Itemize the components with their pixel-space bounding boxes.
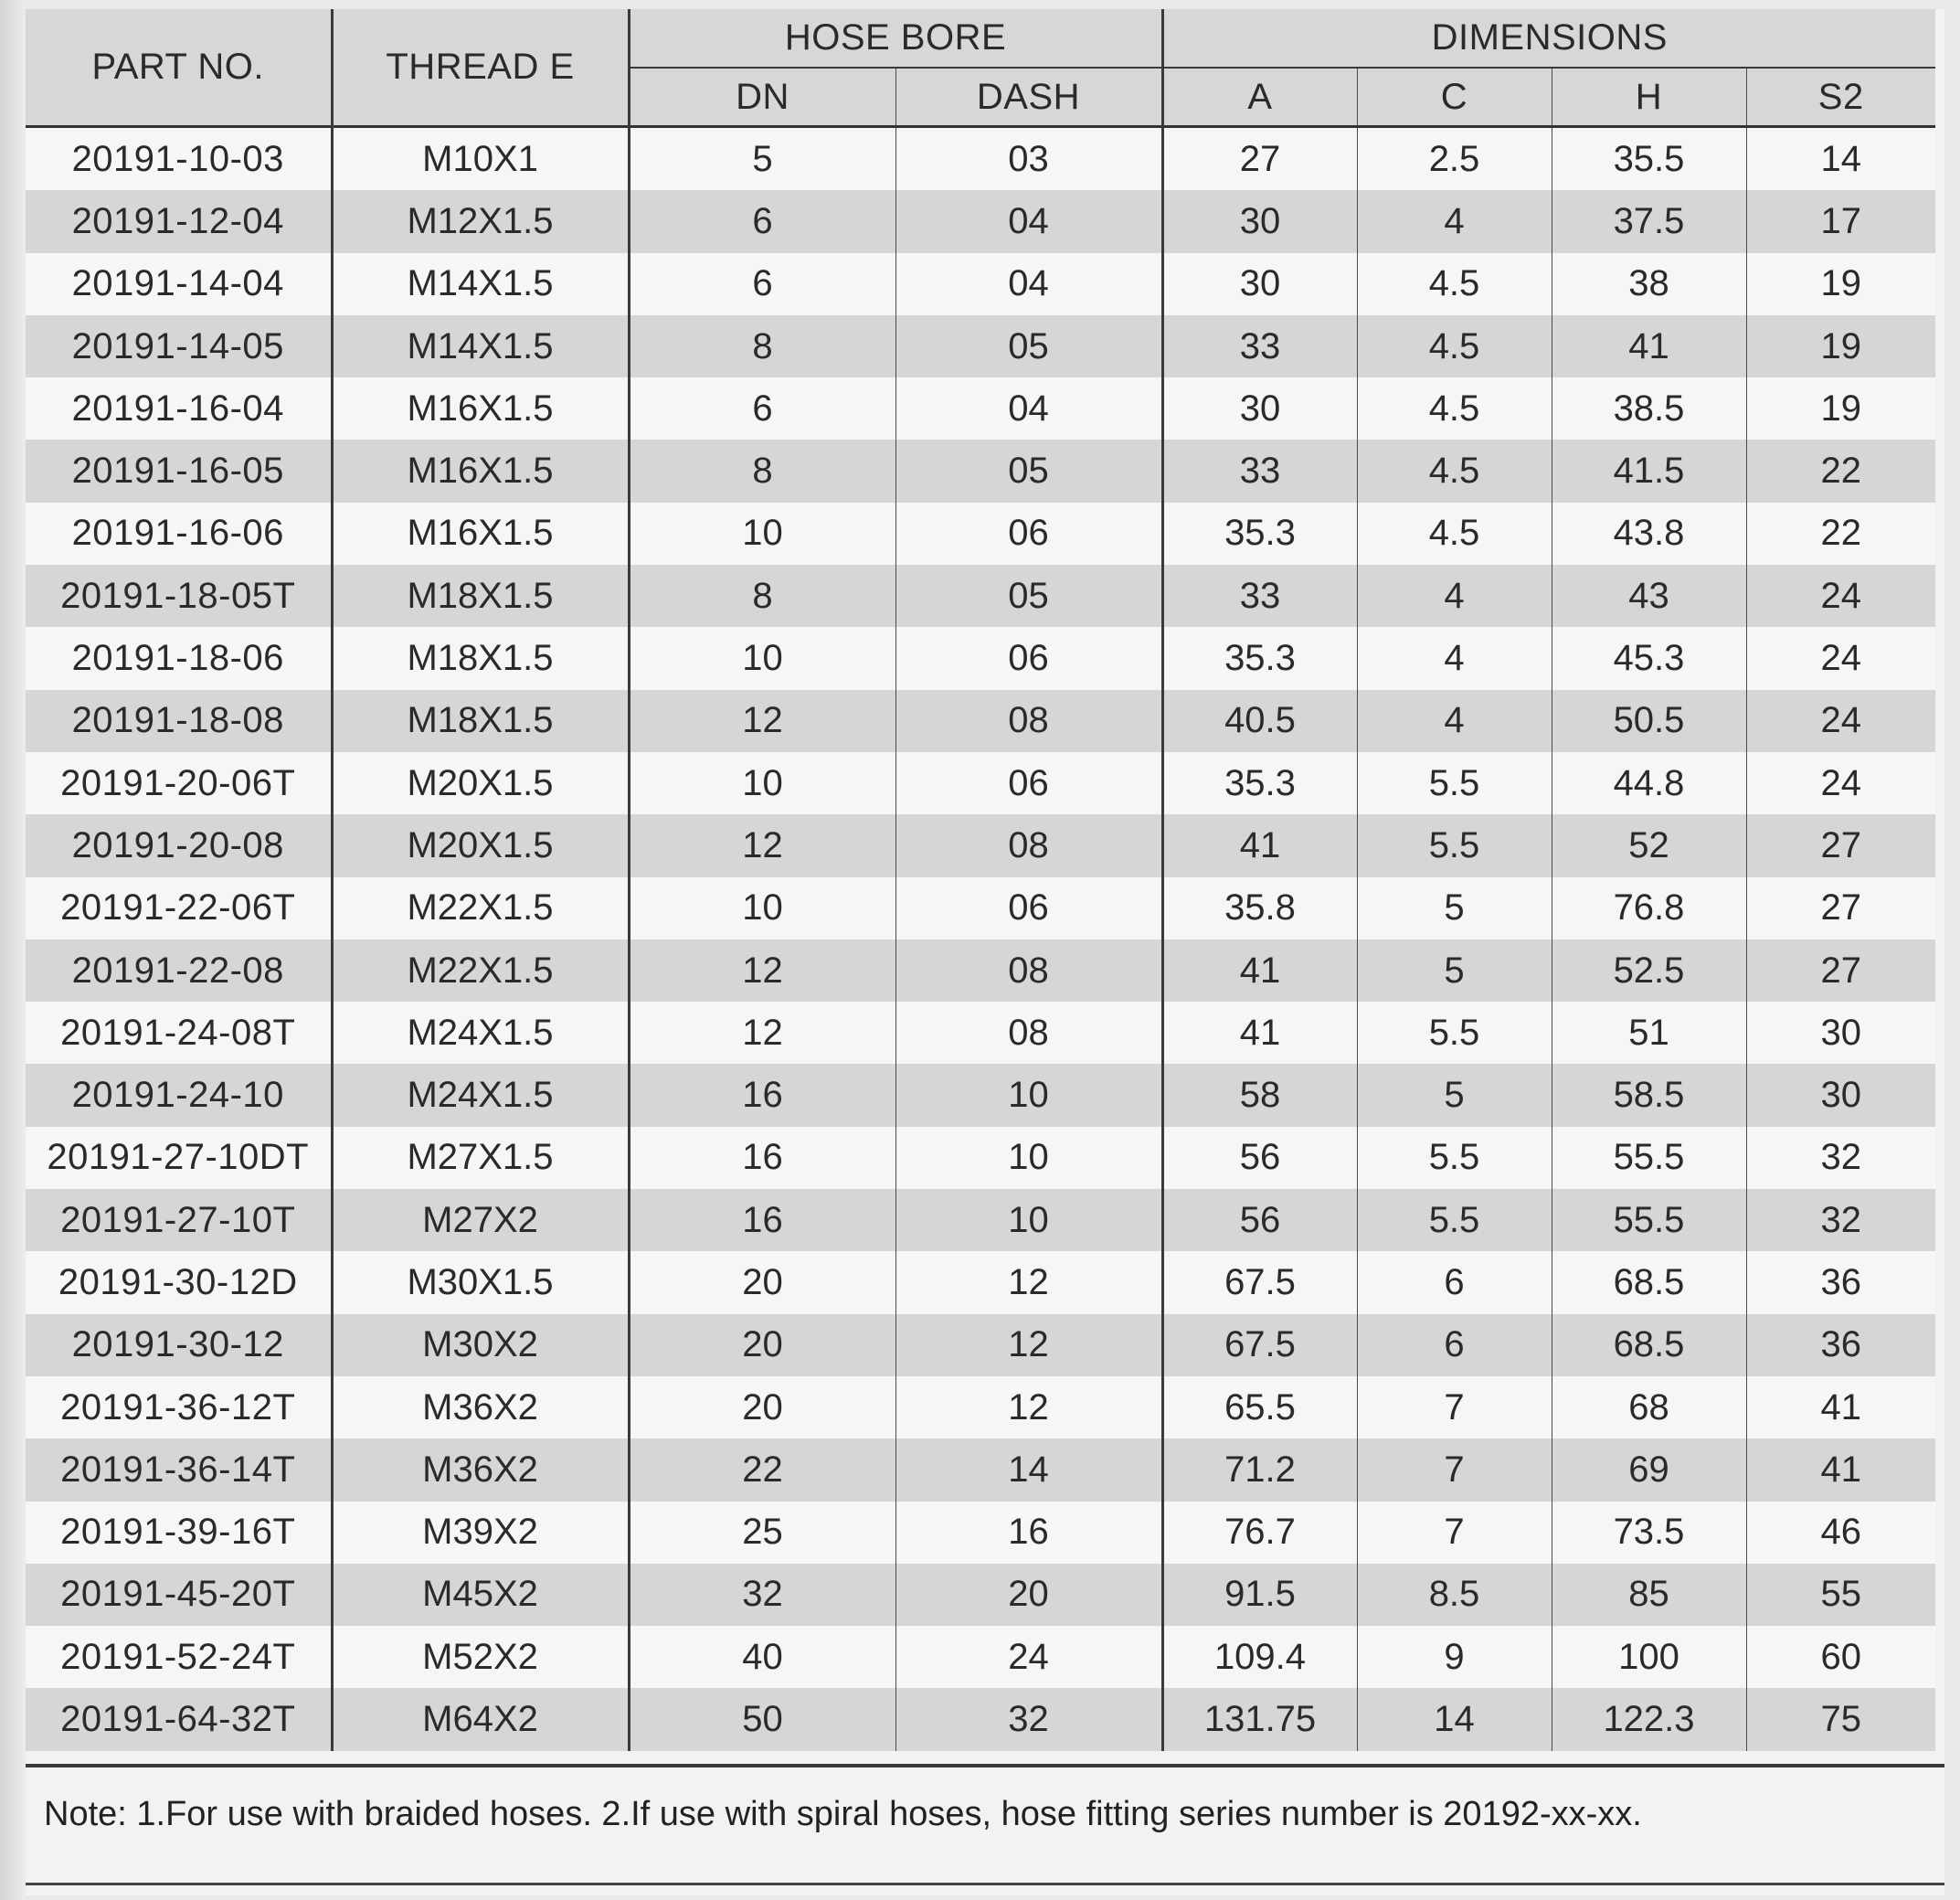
cell-thread: M24X1.5 [332,1064,629,1126]
cell-s2: 36 [1746,1251,1935,1313]
cell-h: 58.5 [1552,1064,1746,1126]
cell-thread: M14X1.5 [332,315,629,377]
cell-s2: 22 [1746,440,1935,502]
header-s2: S2 [1746,68,1935,127]
cell-c: 6 [1357,1314,1552,1376]
note-row [26,1764,1944,1895]
cell-thread: M16X1.5 [332,440,629,502]
cell-a: 56 [1162,1189,1357,1251]
cell-thread: M10X1 [332,127,629,191]
cell-dn: 6 [629,190,895,252]
cell-c: 5.5 [1357,1189,1552,1251]
cell-s2: 41 [1746,1438,1935,1501]
cell-c: 6 [1357,1251,1552,1313]
cell-dash: 12 [895,1251,1162,1313]
cell-c: 5 [1357,1064,1552,1126]
cell-part-no: 20191-14-04 [26,253,332,315]
cell-dash: 06 [895,627,1162,689]
cell-dash: 12 [895,1376,1162,1438]
cell-dash: 10 [895,1127,1162,1189]
cell-part-no: 20191-16-06 [26,503,332,565]
cell-thread: M36X2 [332,1376,629,1438]
cell-dash: 32 [895,1688,1162,1750]
cell-s2: 17 [1746,190,1935,252]
table-row [26,1127,1935,1189]
table-row [26,627,1935,689]
cell-dn: 16 [629,1189,895,1251]
cell-h: 41 [1552,315,1746,377]
cell-dash: 05 [895,315,1162,377]
cell-dash: 10 [895,1189,1162,1251]
cell-a: 35.3 [1162,627,1357,689]
cell-dn: 6 [629,377,895,440]
cell-s2: 24 [1746,565,1935,627]
cell-c: 5.5 [1357,814,1552,876]
cell-h: 68.5 [1552,1314,1746,1376]
cell-s2: 36 [1746,1314,1935,1376]
cell-h: 41.5 [1552,440,1746,502]
cell-h: 76.8 [1552,877,1746,939]
cell-thread: M20X1.5 [332,752,629,814]
cell-h: 52.5 [1552,939,1746,1002]
cell-c: 4 [1357,690,1552,752]
cell-dash: 04 [895,190,1162,252]
cell-part-no: 20191-22-08 [26,939,332,1002]
cell-c: 5 [1357,939,1552,1002]
cell-c: 4 [1357,565,1552,627]
cell-h: 43 [1552,565,1746,627]
cell-s2: 55 [1746,1564,1935,1626]
cell-thread: M18X1.5 [332,565,629,627]
cell-c: 5.5 [1357,1127,1552,1189]
cell-a: 35.3 [1162,503,1357,565]
cell-dash: 08 [895,690,1162,752]
cell-part-no: 20191-18-08 [26,690,332,752]
cell-a: 41 [1162,939,1357,1002]
bottom-rule [26,1883,1944,1885]
cell-c: 4.5 [1357,377,1552,440]
cell-h: 44.8 [1552,752,1746,814]
table-row [26,440,1935,502]
cell-part-no: 20191-24-10 [26,1064,332,1126]
cell-c: 4 [1357,190,1552,252]
cell-dash: 05 [895,565,1162,627]
table-header [26,9,1935,127]
cell-a: 41 [1162,814,1357,876]
cell-part-no: 20191-30-12 [26,1314,332,1376]
cell-dn: 40 [629,1626,895,1688]
table-row [26,877,1935,939]
cell-thread: M64X2 [332,1688,629,1750]
cell-thread: M16X1.5 [332,503,629,565]
table-row [26,814,1935,876]
cell-dash: 08 [895,1002,1162,1064]
cell-thread: M20X1.5 [332,814,629,876]
cell-a: 41 [1162,1002,1357,1064]
table-row [26,1688,1935,1750]
cell-part-no: 20191-30-12D [26,1251,332,1313]
cell-a: 30 [1162,190,1357,252]
cell-a: 131.75 [1162,1688,1357,1750]
cell-part-no: 20191-12-04 [26,190,332,252]
cell-dash: 05 [895,440,1162,502]
header-hose-bore: HOSE BORE [629,9,1162,68]
cell-a: 35.8 [1162,877,1357,939]
table-row [26,253,1935,315]
header-dn: DN [629,68,895,127]
footnote: Note: 1.For use with braided hoses. 2.If use with spiral hoses, hose fitting series number is 20192-xx-xx. [44,1795,1642,1833]
table-row [26,315,1935,377]
cell-s2: 24 [1746,690,1935,752]
table-row [26,503,1935,565]
cell-part-no: 20191-16-05 [26,440,332,502]
cell-part-no: 20191-36-12T [26,1376,332,1438]
table-row [26,377,1935,440]
cell-thread: M18X1.5 [332,690,629,752]
header-dimensions: DIMENSIONS [1162,9,1935,68]
cell-thread: M27X2 [332,1189,629,1251]
table-row [26,1564,1935,1626]
cell-dn: 6 [629,253,895,315]
cell-a: 27 [1162,127,1357,191]
cell-c: 5.5 [1357,1002,1552,1064]
cell-thread: M45X2 [332,1564,629,1626]
cell-dash: 10 [895,1064,1162,1126]
cell-part-no: 20191-10-03 [26,127,332,191]
cell-dn: 12 [629,939,895,1002]
cell-thread: M36X2 [332,1438,629,1501]
cell-h: 37.5 [1552,190,1746,252]
cell-c: 4.5 [1357,253,1552,315]
cell-h: 122.3 [1552,1688,1746,1750]
cell-dn: 8 [629,315,895,377]
cell-a: 67.5 [1162,1314,1357,1376]
cell-thread: M16X1.5 [332,377,629,440]
cell-thread: M24X1.5 [332,1002,629,1064]
cell-dn: 8 [629,440,895,502]
cell-s2: 30 [1746,1064,1935,1126]
cell-dash: 16 [895,1502,1162,1564]
cell-h: 55.5 [1552,1189,1746,1251]
cell-dn: 16 [629,1064,895,1126]
cell-s2: 32 [1746,1127,1935,1189]
cell-a: 56 [1162,1127,1357,1189]
cell-dn: 5 [629,127,895,191]
table-row [26,1438,1935,1501]
cell-dn: 10 [629,627,895,689]
header-dash: DASH [895,68,1162,127]
cell-dash: 12 [895,1314,1162,1376]
cell-dn: 12 [629,814,895,876]
cell-h: 45.3 [1552,627,1746,689]
cell-part-no: 20191-16-04 [26,377,332,440]
cell-h: 68.5 [1552,1251,1746,1313]
header-thread: THREAD E [332,9,629,127]
cell-a: 67.5 [1162,1251,1357,1313]
table-row [26,190,1935,252]
cell-dash: 04 [895,377,1162,440]
cell-c: 7 [1357,1438,1552,1501]
cell-thread: M30X1.5 [332,1251,629,1313]
cell-a: 30 [1162,253,1357,315]
cell-s2: 27 [1746,814,1935,876]
cell-thread: M22X1.5 [332,939,629,1002]
cell-dash: 04 [895,253,1162,315]
cell-a: 30 [1162,377,1357,440]
cell-dash: 14 [895,1438,1162,1501]
cell-a: 76.7 [1162,1502,1357,1564]
cell-dn: 20 [629,1314,895,1376]
cell-c: 9 [1357,1626,1552,1688]
cell-part-no: 20191-52-24T [26,1626,332,1688]
table-row [26,1626,1935,1688]
table-row [26,690,1935,752]
cell-part-no: 20191-27-10DT [26,1127,332,1189]
cell-thread: M39X2 [332,1502,629,1564]
cell-s2: 19 [1746,377,1935,440]
cell-h: 38 [1552,253,1746,315]
cell-part-no: 20191-22-06T [26,877,332,939]
cell-s2: 19 [1746,315,1935,377]
cell-thread: M18X1.5 [332,627,629,689]
cell-dash: 03 [895,127,1162,191]
cell-dn: 50 [629,1688,895,1750]
cell-s2: 27 [1746,939,1935,1002]
cell-part-no: 20191-18-05T [26,565,332,627]
table-body [26,127,1935,1751]
cell-a: 91.5 [1162,1564,1357,1626]
cell-h: 85 [1552,1564,1746,1626]
cell-dn: 8 [629,565,895,627]
cell-h: 50.5 [1552,690,1746,752]
cell-h: 69 [1552,1438,1746,1501]
cell-h: 35.5 [1552,127,1746,191]
table-row [26,1314,1935,1376]
cell-s2: 60 [1746,1626,1935,1688]
table-row [26,1064,1935,1126]
cell-dash: 08 [895,939,1162,1002]
cell-s2: 19 [1746,253,1935,315]
table-row [26,1376,1935,1438]
cell-c: 4.5 [1357,440,1552,502]
cell-part-no: 20191-18-06 [26,627,332,689]
cell-c: 2.5 [1357,127,1552,191]
cell-a: 58 [1162,1064,1357,1126]
spec-sheet [26,9,1944,1892]
cell-s2: 24 [1746,627,1935,689]
cell-dn: 16 [629,1127,895,1189]
cell-part-no: 20191-20-06T [26,752,332,814]
cell-dash: 08 [895,814,1162,876]
cell-dn: 12 [629,690,895,752]
cell-c: 5.5 [1357,752,1552,814]
table-row [26,565,1935,627]
cell-dash: 06 [895,503,1162,565]
cell-thread: M14X1.5 [332,253,629,315]
cell-a: 35.3 [1162,752,1357,814]
cell-thread: M22X1.5 [332,877,629,939]
page-edge-shadow [0,0,26,1900]
cell-s2: 24 [1746,752,1935,814]
cell-h: 68 [1552,1376,1746,1438]
cell-dn: 10 [629,752,895,814]
cell-part-no: 20191-24-08T [26,1002,332,1064]
cell-part-no: 20191-14-05 [26,315,332,377]
cell-s2: 75 [1746,1688,1935,1750]
cell-c: 4 [1357,627,1552,689]
cell-c: 5 [1357,877,1552,939]
cell-c: 7 [1357,1376,1552,1438]
cell-a: 33 [1162,565,1357,627]
cell-a: 33 [1162,440,1357,502]
cell-s2: 30 [1746,1002,1935,1064]
cell-dash: 06 [895,752,1162,814]
cell-a: 65.5 [1162,1376,1357,1438]
table-row [26,752,1935,814]
cell-thread: M52X2 [332,1626,629,1688]
cell-dn: 12 [629,1002,895,1064]
cell-h: 51 [1552,1002,1746,1064]
table-row [26,1502,1935,1564]
cell-h: 38.5 [1552,377,1746,440]
cell-dn: 10 [629,503,895,565]
header-c: C [1357,68,1552,127]
cell-h: 55.5 [1552,1127,1746,1189]
cell-a: 71.2 [1162,1438,1357,1501]
cell-dash: 24 [895,1626,1162,1688]
fitting-spec-table [26,9,1935,1751]
cell-h: 52 [1552,814,1746,876]
table-row [26,939,1935,1002]
header-h: H [1552,68,1746,127]
cell-dn: 32 [629,1564,895,1626]
cell-a: 109.4 [1162,1626,1357,1688]
cell-dn: 20 [629,1251,895,1313]
cell-h: 100 [1552,1626,1746,1688]
cell-dn: 25 [629,1502,895,1564]
cell-s2: 41 [1746,1376,1935,1438]
cell-part-no: 20191-36-14T [26,1438,332,1501]
cell-thread: M30X2 [332,1314,629,1376]
cell-c: 4.5 [1357,503,1552,565]
cell-dash: 06 [895,877,1162,939]
cell-c: 7 [1357,1502,1552,1564]
cell-part-no: 20191-45-20T [26,1564,332,1626]
cell-c: 8.5 [1357,1564,1552,1626]
cell-s2: 32 [1746,1189,1935,1251]
table-row [26,127,1935,191]
cell-part-no: 20191-64-32T [26,1688,332,1750]
cell-dn: 10 [629,877,895,939]
cell-a: 40.5 [1162,690,1357,752]
cell-s2: 14 [1746,127,1935,191]
table-row [26,1189,1935,1251]
header-part-no: PART NO. [26,9,332,127]
header-a: A [1162,68,1357,127]
cell-dn: 20 [629,1376,895,1438]
cell-thread: M27X1.5 [332,1127,629,1189]
cell-dash: 20 [895,1564,1162,1626]
cell-dn: 22 [629,1438,895,1501]
cell-s2: 46 [1746,1502,1935,1564]
cell-a: 33 [1162,315,1357,377]
table-row [26,1251,1935,1313]
cell-part-no: 20191-27-10T [26,1189,332,1251]
cell-thread: M12X1.5 [332,190,629,252]
cell-h: 43.8 [1552,503,1746,565]
cell-h: 73.5 [1552,1502,1746,1564]
cell-part-no: 20191-20-08 [26,814,332,876]
cell-c: 4.5 [1357,315,1552,377]
cell-s2: 27 [1746,877,1935,939]
cell-s2: 22 [1746,503,1935,565]
table-row [26,1002,1935,1064]
cell-part-no: 20191-39-16T [26,1502,332,1564]
cell-c: 14 [1357,1688,1552,1750]
